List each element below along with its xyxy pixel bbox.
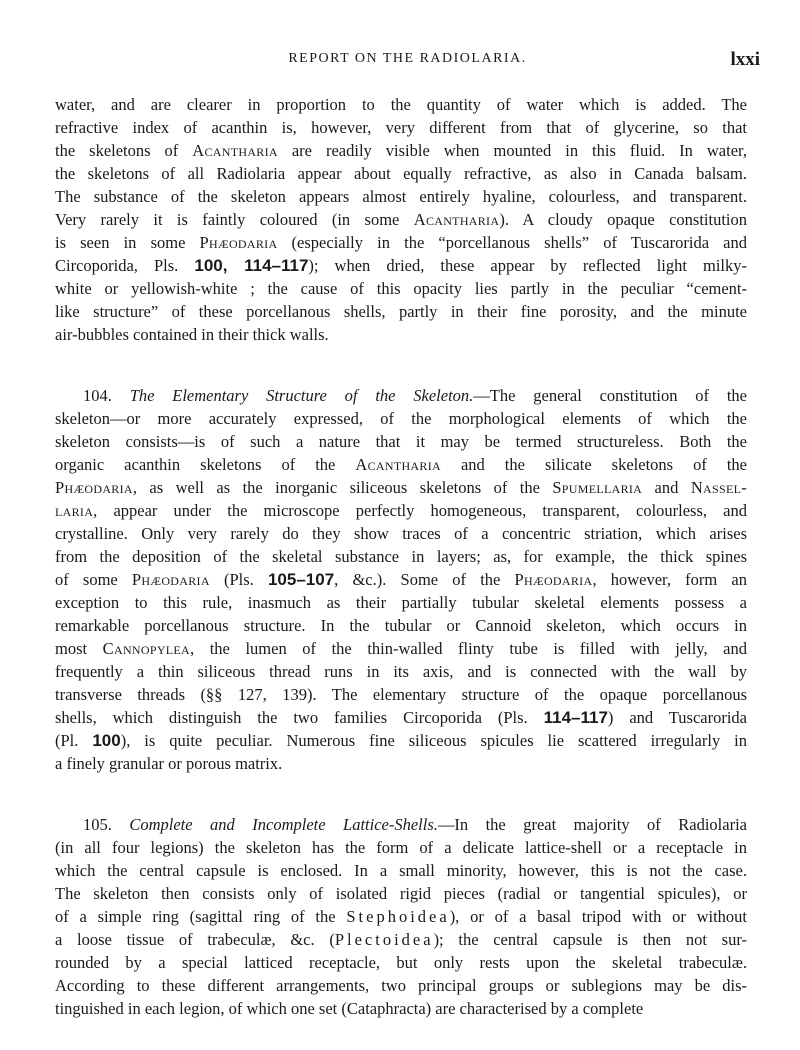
text-line	[55, 836, 747, 859]
text-run: Phæodaria	[199, 233, 278, 252]
text-run: , the lumen of the thin-walled flinty tube is filled with jelly, and	[190, 639, 747, 658]
text-run: (in all four legions) the skeleton has the form of a delicate lattice-shell or a receptacle in	[55, 838, 747, 857]
text-run: crystalline. Only very rarely do they show traces of a concentric striation, which arises	[55, 524, 747, 543]
text-run: tinguished in each legion, of which one set (Cataphracta) are characterised by a complete	[55, 999, 644, 1018]
text-line	[55, 476, 747, 499]
text-run: laria	[55, 501, 94, 520]
text-run: Phæodaria	[514, 570, 593, 589]
text-run: white or yellowish-white ; the cause of this opacity lies partly in the peculiar “cement-	[55, 279, 747, 298]
text-run: , however, form an	[592, 570, 748, 589]
text-run: frequently a thin siliceous thread runs in its axis, and is connected with the wall by	[55, 662, 747, 681]
text-run: The skeleton then consists only of isolated rigid pieces (radial or tangential spicules), or	[55, 884, 747, 903]
text-run: water, and are clearer in proportion to the quantity of water which is added. The	[55, 95, 747, 114]
text-run: Cannopylea	[102, 639, 191, 658]
text-run: shells, which distinguish the two families Circoporida (Pls.	[55, 708, 544, 727]
text-line	[55, 813, 747, 836]
text-run: Acantharia	[413, 210, 500, 229]
text-run: ). A cloudy opaque constitution	[499, 210, 747, 229]
text-run: Spumellaria	[552, 478, 643, 497]
text-run: The substance of the skeleton appears almost entirely hyaline, colourless, and transparent.	[55, 187, 747, 206]
text-line	[55, 93, 747, 116]
text-run: skeleton consists—is of such a nature that it may be termed structureless. Both the	[55, 432, 747, 451]
text-line	[55, 752, 747, 775]
text-run: Circoporida, Pls.	[55, 256, 195, 275]
text-run: rounded by a special latticed receptacle, but only rests upon the skeletal trabeculæ.	[55, 953, 747, 972]
text-run: exception to this rule, inasmuch as their partially tubular skeletal elements possess a	[55, 593, 747, 612]
running-head: REPORT ON THE RADIOLARIA.	[288, 51, 527, 66]
section-heading: Complete and Incomplete Lattice-Shells.	[129, 815, 438, 834]
text-line	[55, 522, 747, 545]
text-run: , &c.). Some of the	[334, 570, 515, 589]
text-run: is seen in some	[55, 233, 200, 252]
text-line	[55, 683, 747, 706]
text-line	[55, 430, 747, 453]
text-run: refractive index of acanthin is, however, very different from that of glycerine, so that	[55, 118, 747, 137]
paragraph	[55, 813, 747, 1020]
text-run: Acantharia	[355, 455, 441, 474]
text-run: Very rarely it is faintly coloured (in some	[55, 210, 414, 229]
text-line	[55, 729, 747, 752]
text-line	[55, 384, 747, 407]
text-line	[55, 882, 747, 905]
text-run: Plectoidea	[334, 930, 434, 949]
text-run: ), or of a basal tripod with or without	[449, 907, 748, 926]
text-run: skeleton—or more accurately expressed, of the morphological elements of which the	[55, 409, 747, 428]
text-run: Phæodaria	[131, 570, 210, 589]
page-number: lxxi	[730, 49, 760, 70]
text-line	[55, 660, 747, 683]
page-header	[55, 49, 760, 73]
text-line	[55, 116, 747, 139]
text-run: a loose tissue of trabeculæ, &c. (	[55, 930, 335, 949]
text-line	[55, 614, 747, 637]
section-heading: The Elementary Structure of the Skeleton.	[129, 386, 474, 405]
text-run: and	[642, 478, 691, 497]
text-run: Phæodaria	[55, 478, 133, 497]
text-run: ); the central capsule is then not sur-	[433, 930, 747, 949]
text-run: of some	[55, 570, 132, 589]
text-line	[55, 997, 747, 1020]
text-line	[55, 300, 747, 323]
text-run: ) and Tuscarorida	[607, 708, 748, 727]
text-run: Acantharia	[192, 141, 278, 160]
text-run: (especially in the “porcellanous shells” of Tuscarorida and	[277, 233, 747, 252]
text-run: a finely granular or porous matrix.	[55, 754, 283, 773]
text-line	[55, 637, 747, 660]
text-line	[55, 928, 747, 951]
paragraph-gap	[55, 346, 747, 384]
plate-reference: 100, 114–117	[194, 256, 309, 275]
text-line	[55, 323, 747, 346]
text-line	[55, 591, 747, 614]
plate-reference: 100	[92, 731, 121, 750]
text-line	[55, 277, 747, 300]
text-line	[55, 545, 747, 568]
text-run: air-bubbles contained in their thick walls.	[55, 325, 329, 344]
text-run: , appear under the microscope perfectly homogeneous, transparent, colourless, and	[93, 501, 747, 520]
text-run: organic acanthin skeletons of the	[55, 455, 356, 474]
text-line	[55, 162, 747, 185]
text-run: 104.	[83, 386, 130, 405]
text-line	[55, 568, 747, 591]
text-run: Stephoidea	[346, 907, 450, 926]
text-run: ); when dried, these appear by reflected light milky-	[308, 256, 747, 275]
text-line	[55, 706, 747, 729]
text-line	[55, 453, 747, 476]
text-line	[55, 407, 747, 430]
text-line	[55, 139, 747, 162]
text-run: According to these different arrangements, two principal groups or sublegions may be dis-	[55, 976, 747, 995]
text-run: which the central capsule is enclosed. In a small minority, however, this is not the case.	[55, 861, 747, 880]
text-line	[55, 499, 747, 522]
text-run: most	[55, 639, 103, 658]
text-run: remarkable porcellanous structure. In the tubular or Cannoid skeleton, which occurs in	[55, 616, 747, 635]
text-line	[55, 231, 747, 254]
text-run: —The general constitution of the	[473, 386, 748, 405]
text-run: the skeletons of all Radiolaria appear about equally refractive, as also in Canada balsam.	[55, 164, 747, 183]
text-run: 105.	[83, 815, 130, 834]
text-line	[55, 951, 747, 974]
text-run: —In the great majority of Radiolaria	[437, 815, 747, 834]
text-run: of a simple ring (sagittal ring of the	[55, 907, 347, 926]
text-line	[55, 905, 747, 928]
paragraph	[55, 93, 747, 346]
text-line	[55, 254, 747, 277]
paragraph-gap	[55, 775, 747, 813]
text-run: (Pl.	[55, 731, 93, 750]
text-line	[55, 208, 747, 231]
text-run: like structure” of these porcellanous shells, partly in their fine porosity, and the minute	[55, 302, 747, 321]
text-line	[55, 859, 747, 882]
text-line	[55, 974, 747, 997]
text-run: transverse threads (§§ 127, 139). The elementary structure of the opaque porcellanous	[55, 685, 747, 704]
body-text	[55, 93, 747, 1020]
text-run: , as well as the inorganic siliceous skeletons of the	[132, 478, 553, 497]
text-run: ), is quite peculiar. Numerous fine siliceous spicules lie scattered irregularly in	[120, 731, 747, 750]
paragraph	[55, 384, 747, 775]
plate-reference: 114–117	[543, 708, 608, 727]
text-run: Nassel-	[690, 478, 747, 497]
text-run: (Pls.	[209, 570, 268, 589]
text-line	[55, 185, 747, 208]
text-run: and the silicate skeletons of the	[440, 455, 747, 474]
text-run: from the deposition of the skeletal substance in layers; as, for example, the thick spines	[55, 547, 747, 566]
text-run: are readily visible when mounted in this fluid. In water,	[277, 141, 747, 160]
plate-reference: 105–107	[267, 570, 335, 589]
text-run: the skeletons of	[55, 141, 193, 160]
